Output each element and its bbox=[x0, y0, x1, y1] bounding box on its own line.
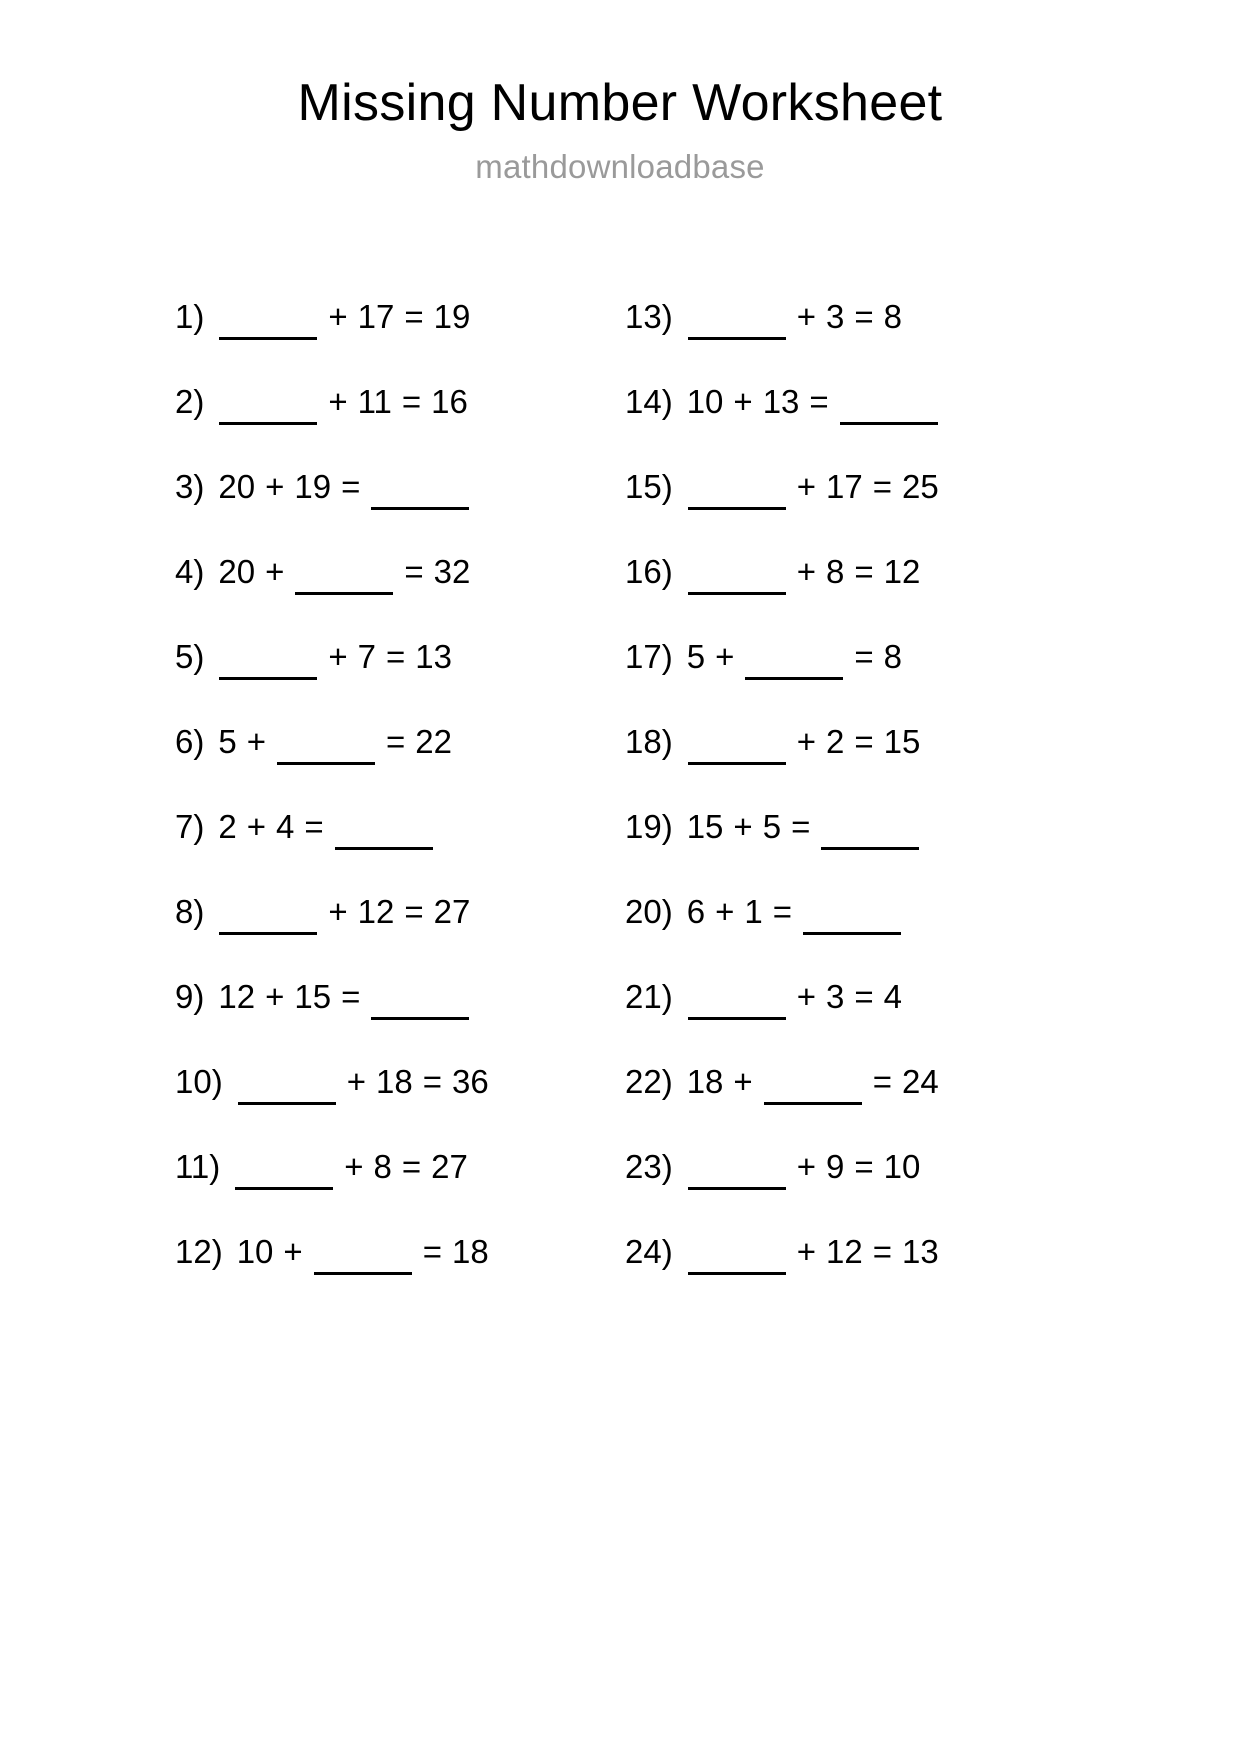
problem-row bbox=[625, 784, 1075, 869]
plus-sign: + bbox=[265, 467, 285, 505]
operand-first: 12 bbox=[218, 977, 256, 1015]
problem-row bbox=[175, 444, 625, 529]
operand-second: 1 bbox=[744, 892, 763, 930]
operand-second: 12 bbox=[825, 1232, 863, 1270]
operand-second: 3 bbox=[825, 297, 845, 335]
problem-row bbox=[625, 699, 1075, 784]
operand-second: 12 bbox=[357, 892, 395, 930]
answer-blank-first[interactable] bbox=[219, 651, 317, 680]
page-title: Missing Number Worksheet bbox=[297, 74, 943, 132]
problem-row bbox=[175, 954, 625, 1039]
equals-sign: = bbox=[854, 297, 874, 335]
equals-sign: = bbox=[404, 892, 424, 930]
equals-sign: = bbox=[385, 637, 406, 675]
operand-first: 10 bbox=[686, 382, 724, 420]
problem-number: 13) bbox=[625, 297, 673, 335]
answer-blank-first[interactable] bbox=[688, 566, 786, 595]
problem-number: 9) bbox=[175, 977, 205, 1015]
operand-result: 32 bbox=[433, 552, 471, 590]
answer-blank-first[interactable] bbox=[688, 1246, 786, 1275]
problem-row bbox=[175, 784, 625, 869]
problems-area bbox=[0, 274, 1240, 1294]
equals-sign: = bbox=[854, 722, 874, 760]
problem-number: 19) bbox=[625, 807, 673, 845]
problem-number: 18) bbox=[625, 722, 673, 760]
problem-number: 21) bbox=[625, 977, 673, 1015]
operand-result: 24 bbox=[901, 1062, 939, 1100]
equals-sign: = bbox=[404, 552, 424, 590]
problem-number: 17) bbox=[625, 637, 673, 675]
problem-row bbox=[625, 1039, 1075, 1124]
plus-sign: + bbox=[265, 977, 285, 1015]
problem-row bbox=[625, 1209, 1075, 1294]
answer-blank-first[interactable] bbox=[688, 991, 786, 1020]
answer-blank-second[interactable] bbox=[277, 736, 375, 765]
equals-sign: = bbox=[791, 807, 811, 845]
plus-sign: + bbox=[733, 382, 753, 420]
answer-blank-result[interactable] bbox=[821, 821, 919, 850]
problem-number: 3) bbox=[175, 467, 205, 505]
answer-blank-first[interactable] bbox=[219, 906, 317, 935]
operand-first: 10 bbox=[236, 1232, 274, 1270]
problem-row bbox=[175, 359, 625, 444]
operand-second: 2 bbox=[825, 722, 845, 760]
operand-result: 25 bbox=[901, 467, 939, 505]
operand-result: 10 bbox=[883, 1147, 921, 1185]
equals-sign: = bbox=[872, 1232, 892, 1270]
operand-second: 19 bbox=[294, 467, 332, 505]
operand-first: 18 bbox=[686, 1062, 724, 1100]
problem-number: 4) bbox=[175, 552, 205, 590]
problem-row bbox=[625, 359, 1075, 444]
problem-row bbox=[175, 1209, 625, 1294]
problem-number: 24) bbox=[625, 1232, 673, 1270]
problem-row bbox=[625, 444, 1075, 529]
plus-sign: + bbox=[328, 297, 348, 335]
equals-sign: = bbox=[341, 467, 361, 505]
plus-sign: + bbox=[246, 807, 266, 845]
equals-sign: = bbox=[872, 467, 892, 505]
plus-sign: + bbox=[328, 637, 348, 675]
worksheet-header bbox=[0, 0, 1240, 186]
operand-second: 9 bbox=[825, 1147, 845, 1185]
problem-row bbox=[625, 529, 1075, 614]
equals-sign: = bbox=[854, 977, 874, 1015]
plus-sign: + bbox=[265, 552, 285, 590]
operand-second: 11 bbox=[357, 382, 392, 420]
page-subtitle: mathdownloadbase bbox=[475, 147, 765, 185]
plus-sign: + bbox=[796, 1147, 816, 1185]
problem-number: 7) bbox=[175, 807, 205, 845]
equals-sign: = bbox=[401, 1147, 422, 1185]
operand-second: 4 bbox=[275, 807, 295, 845]
answer-blank-first[interactable] bbox=[219, 311, 317, 340]
answer-blank-first[interactable] bbox=[688, 481, 786, 510]
equals-sign: = bbox=[385, 722, 406, 760]
operand-result: 13 bbox=[415, 637, 452, 675]
operand-second: 15 bbox=[294, 977, 332, 1015]
equals-sign: = bbox=[772, 892, 792, 930]
operand-result: 22 bbox=[415, 722, 452, 760]
answer-blank-first[interactable] bbox=[219, 396, 317, 425]
operand-first: 20 bbox=[218, 467, 256, 505]
problem-row bbox=[625, 274, 1075, 359]
answer-blank-result[interactable] bbox=[840, 396, 938, 425]
operand-first: 5 bbox=[218, 722, 237, 760]
operand-result: 27 bbox=[433, 892, 471, 930]
problem-row bbox=[625, 954, 1075, 1039]
problem-number: 5) bbox=[175, 637, 205, 675]
plus-sign: + bbox=[796, 467, 816, 505]
plus-sign: + bbox=[796, 297, 816, 335]
problem-number: 8) bbox=[175, 892, 205, 930]
problem-row bbox=[175, 1039, 625, 1124]
equals-sign: = bbox=[401, 382, 422, 420]
problem-row bbox=[175, 274, 625, 359]
problem-number: 10) bbox=[175, 1062, 223, 1100]
plus-sign: + bbox=[796, 552, 816, 590]
plus-sign: + bbox=[733, 807, 753, 845]
operand-result: 4 bbox=[883, 977, 902, 1015]
operand-result: 16 bbox=[431, 382, 468, 420]
operand-first: 5 bbox=[686, 637, 706, 675]
plus-sign: + bbox=[328, 382, 348, 420]
problem-number: 22) bbox=[625, 1062, 673, 1100]
equals-sign: = bbox=[854, 1147, 874, 1185]
operand-result: 27 bbox=[431, 1147, 468, 1185]
operand-result: 8 bbox=[883, 637, 902, 675]
problem-number: 23) bbox=[625, 1147, 673, 1185]
operand-second: 3 bbox=[825, 977, 845, 1015]
operand-second: 5 bbox=[762, 807, 782, 845]
problem-number: 16) bbox=[625, 552, 673, 590]
plus-sign: + bbox=[796, 1232, 816, 1270]
answer-blank-second[interactable] bbox=[314, 1246, 412, 1275]
equals-sign: = bbox=[854, 637, 874, 675]
operand-result: 8 bbox=[883, 297, 902, 335]
operand-second: 17 bbox=[825, 467, 863, 505]
plus-sign: + bbox=[344, 1147, 364, 1185]
operand-second: 8 bbox=[373, 1147, 392, 1185]
answer-blank-first[interactable] bbox=[688, 1161, 786, 1190]
equals-sign: = bbox=[422, 1232, 442, 1270]
operand-result: 13 bbox=[901, 1232, 939, 1270]
answer-blank-second[interactable] bbox=[764, 1076, 862, 1105]
operand-first: 15 bbox=[686, 807, 724, 845]
plus-sign: + bbox=[246, 722, 266, 760]
plus-sign: + bbox=[796, 722, 816, 760]
plus-sign: + bbox=[328, 892, 348, 930]
problem-row bbox=[625, 1124, 1075, 1209]
problem-row bbox=[625, 614, 1075, 699]
problem-row bbox=[625, 869, 1075, 954]
operand-second: 17 bbox=[357, 297, 395, 335]
equals-sign: = bbox=[422, 1062, 442, 1100]
answer-blank-first[interactable] bbox=[688, 736, 786, 765]
operand-second: 8 bbox=[825, 552, 845, 590]
equals-sign: = bbox=[404, 297, 424, 335]
equals-sign: = bbox=[872, 1062, 892, 1100]
answer-blank-result[interactable] bbox=[371, 991, 469, 1020]
operand-second: 7 bbox=[357, 637, 376, 675]
operand-first: 2 bbox=[218, 807, 237, 845]
problem-number: 6) bbox=[175, 722, 205, 760]
plus-sign: + bbox=[346, 1062, 366, 1100]
answer-blank-first[interactable] bbox=[688, 311, 786, 340]
answer-blank-second[interactable] bbox=[745, 651, 843, 680]
equals-sign: = bbox=[341, 977, 361, 1015]
problem-number: 12) bbox=[175, 1232, 223, 1270]
plus-sign: + bbox=[715, 892, 735, 930]
operand-result: 19 bbox=[433, 297, 471, 335]
plus-sign: + bbox=[715, 637, 735, 675]
operand-second: 13 bbox=[762, 382, 800, 420]
answer-blank-second[interactable] bbox=[295, 566, 393, 595]
problem-number: 1) bbox=[175, 297, 205, 335]
problems-column-right bbox=[625, 274, 1075, 1294]
operand-result: 36 bbox=[451, 1062, 489, 1100]
problem-row bbox=[175, 869, 625, 954]
operand-result: 18 bbox=[451, 1232, 489, 1270]
operand-second: 18 bbox=[375, 1062, 413, 1100]
operand-result: 12 bbox=[883, 552, 921, 590]
operand-first: 20 bbox=[218, 552, 256, 590]
problem-row bbox=[175, 699, 625, 784]
problem-number: 20) bbox=[625, 892, 673, 930]
problem-number: 14) bbox=[625, 382, 673, 420]
equals-sign: = bbox=[304, 807, 324, 845]
answer-blank-first[interactable] bbox=[238, 1076, 336, 1105]
answer-blank-result[interactable] bbox=[335, 821, 433, 850]
plus-sign: + bbox=[283, 1232, 303, 1270]
equals-sign: = bbox=[809, 382, 829, 420]
problems-column-left bbox=[175, 274, 625, 1294]
operand-first: 6 bbox=[686, 892, 706, 930]
equals-sign: = bbox=[854, 552, 874, 590]
problem-row bbox=[175, 1124, 625, 1209]
answer-blank-first[interactable] bbox=[235, 1161, 333, 1190]
answer-blank-result[interactable] bbox=[803, 906, 901, 935]
answer-blank-result[interactable] bbox=[371, 481, 469, 510]
problem-row bbox=[175, 614, 625, 699]
operand-result: 15 bbox=[883, 722, 921, 760]
plus-sign: + bbox=[796, 977, 816, 1015]
plus-sign: + bbox=[733, 1062, 753, 1100]
problem-number: 15) bbox=[625, 467, 673, 505]
problem-number: 11) bbox=[175, 1147, 221, 1185]
problem-number: 2) bbox=[175, 382, 205, 420]
problem-row bbox=[175, 529, 625, 614]
